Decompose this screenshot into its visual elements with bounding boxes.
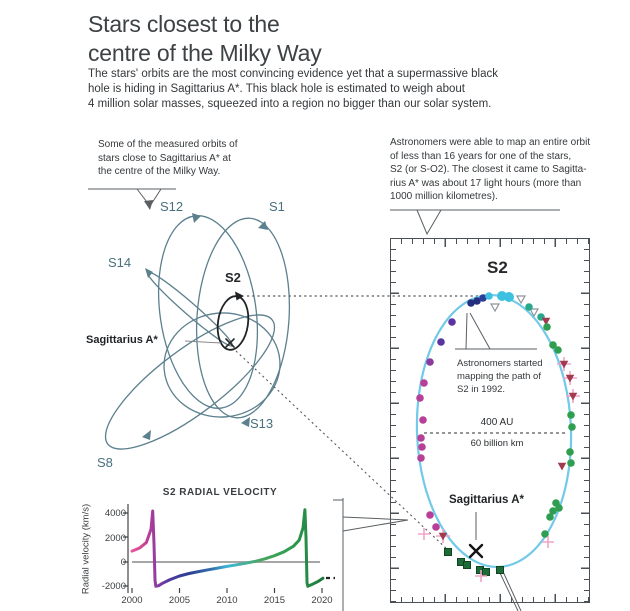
panel-title: S2 bbox=[487, 258, 508, 277]
left-annotation-line: the centre of the Milky Way. bbox=[98, 166, 221, 177]
panel-mapping-note-line: Astronomers started bbox=[457, 358, 543, 369]
right-annotation-line: S2 (or S-O2). The closest it came to Sagitta- bbox=[390, 164, 587, 175]
rv-y-tick: 0 bbox=[120, 557, 126, 568]
label-s13: S13 bbox=[250, 416, 274, 431]
rv-chart-title: S2 RADIAL VELOCITY bbox=[162, 487, 278, 498]
scale-km-label: 60 billion km bbox=[470, 438, 524, 449]
rv-x-tick: 2015 bbox=[263, 595, 286, 606]
intro-line: hole is hiding in Sagittarius A*. This black hole is estimated to weigh about bbox=[88, 83, 465, 95]
left-annotation-line: stars close to Sagittarius A* at bbox=[98, 152, 231, 164]
left-annotation-line: Some of the measured orbits of bbox=[98, 139, 238, 150]
label-sgr-a: Sagittarius A* bbox=[86, 334, 158, 346]
rv-x-tick: 2005 bbox=[168, 595, 191, 606]
label-s12: S12 bbox=[160, 199, 184, 214]
rv-x-tick: 2020 bbox=[311, 595, 333, 606]
rv-y-tick: 4000 bbox=[104, 508, 126, 520]
right-annotation-line: 1000 million kilometres). bbox=[390, 191, 498, 202]
intro-line: The stars' orbits are the most convincing evidence yet that a supermassive black bbox=[88, 68, 499, 80]
rv-x-tick: 2010 bbox=[216, 595, 238, 606]
page-title-line2: centre of the Milky Way bbox=[88, 40, 322, 66]
right-annotation-line: rius A* was about 17 light hours (more than bbox=[390, 177, 582, 189]
right-annotation-line: Astronomers were able to map an entire orbit bbox=[390, 137, 591, 148]
scale-au-label: 400 AU bbox=[480, 417, 514, 428]
label-s2: S2 bbox=[225, 270, 241, 285]
rv-y-axis-label: Radial velocity (km/s) bbox=[80, 503, 92, 595]
intro-line: 4 million solar masses, squeezed into a region no bigger than our solar system. bbox=[88, 98, 492, 110]
label-s1: S1 bbox=[269, 199, 285, 214]
rv-y-tick: 2000 bbox=[104, 532, 126, 544]
panel-sgr-a-label: Sagittarius A* bbox=[449, 494, 524, 506]
label-s14: S14 bbox=[108, 255, 132, 270]
page-title-line1: Stars closest to the bbox=[88, 11, 280, 37]
panel-mapping-note-line: mapping the path of bbox=[457, 371, 541, 382]
rv-x-tick: 2000 bbox=[121, 595, 143, 606]
panel-mapping-note-line: S2 in 1992. bbox=[457, 384, 506, 395]
rv-y-tick: -2000 bbox=[101, 581, 126, 593]
right-annotation-line: of less than 16 years for one of the stars, bbox=[390, 150, 572, 162]
label-s8: S8 bbox=[97, 455, 113, 470]
